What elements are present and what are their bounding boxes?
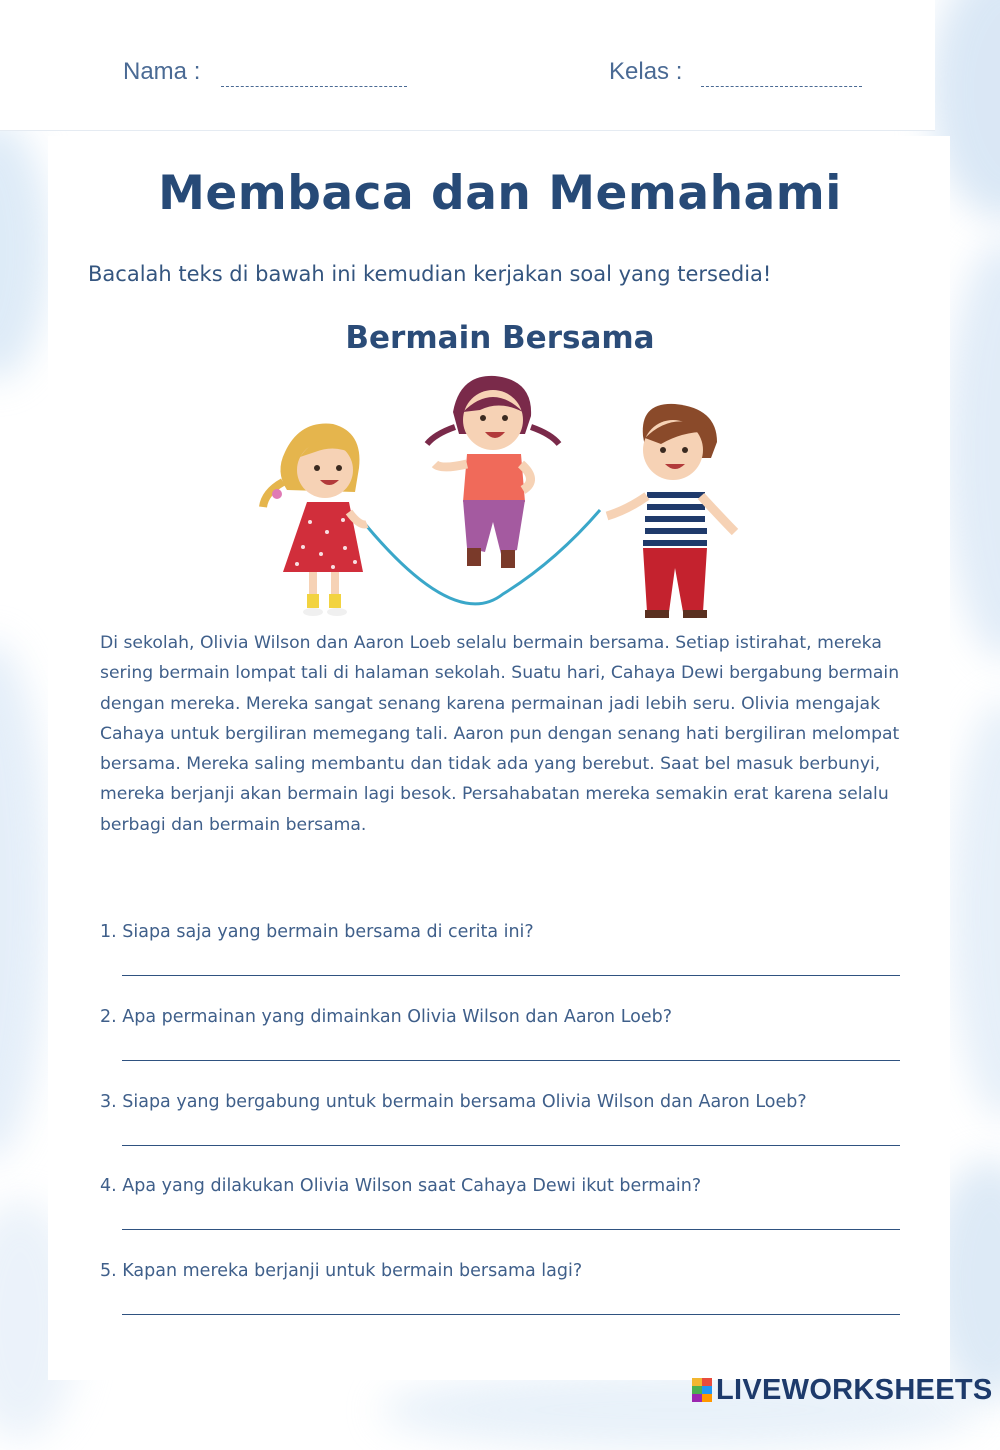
logo-text: LIVEWORKSHEETS bbox=[716, 1373, 993, 1406]
question-5: 5. Kapan mereka berjanji untuk bermain bersama lagi? bbox=[100, 1261, 583, 1281]
question-1: 1. Siapa saja yang bermain bersama di cerita ini? bbox=[100, 922, 534, 942]
children-jumping-rope-illustration bbox=[255, 372, 750, 624]
logo-mark-icon bbox=[692, 1378, 712, 1402]
name-label: Nama : bbox=[123, 58, 201, 85]
answer-line-2[interactable] bbox=[122, 1060, 900, 1061]
story-text: Di sekolah, Olivia Wilson dan Aaron Loeb selalu bermain bersama. Setiap istirahat, mereka sering bermain lompat tali di halaman sekolah. Suatu hari, Cahaya Dewi bergabung bermain dengan mereka. Mereka sangat senang karena permainan jadi lebih seru. Olivia mengajak Cahaya untuk bergiliran memegang tali. Aaron pun dengan senang hati bergiliran melompat bersama. Mereka saling membantu dan tidak ada yang berebut. Saat bel masuk berbunyi, mereka berjanji akan bermain lagi besok. Persahabatan mereka semakin erat karena selalu berbagi dan bermain bersama. bbox=[100, 633, 900, 835]
question-2: 2. Apa permainan yang dimainkan Olivia Wilson dan Aaron Loeb? bbox=[100, 1007, 673, 1027]
liveworksheets-logo[interactable] bbox=[692, 1372, 993, 1408]
answer-line-5[interactable] bbox=[122, 1314, 900, 1315]
answer-line-3[interactable] bbox=[122, 1145, 900, 1146]
page-title: Membaca dan Memahami bbox=[158, 166, 842, 221]
boy-striped-shirt bbox=[607, 404, 735, 618]
watercolor-decoration bbox=[950, 700, 1000, 1120]
name-input-line[interactable] bbox=[221, 86, 407, 87]
instruction-text: Bacalah teks di bawah ini kemudian kerjakan soal yang tersedia! bbox=[88, 262, 772, 286]
class-label: Kelas : bbox=[609, 58, 683, 85]
watercolor-decoration bbox=[0, 640, 50, 1160]
watercolor-decoration bbox=[945, 240, 1000, 660]
answer-line-4[interactable] bbox=[122, 1229, 900, 1230]
question-3: 3. Siapa yang bergabung untuk bermain bersama Olivia Wilson dan Aaron Loeb? bbox=[100, 1092, 807, 1112]
question-4: 4. Apa yang dilakukan Olivia Wilson saat Cahaya Dewi ikut bermain? bbox=[100, 1176, 702, 1196]
girl-red-dress bbox=[263, 424, 367, 616]
story-title: Bermain Bersama bbox=[345, 320, 655, 356]
class-input-line[interactable] bbox=[701, 86, 862, 87]
answer-line-1[interactable] bbox=[122, 975, 900, 976]
girl-jumping bbox=[427, 376, 559, 568]
